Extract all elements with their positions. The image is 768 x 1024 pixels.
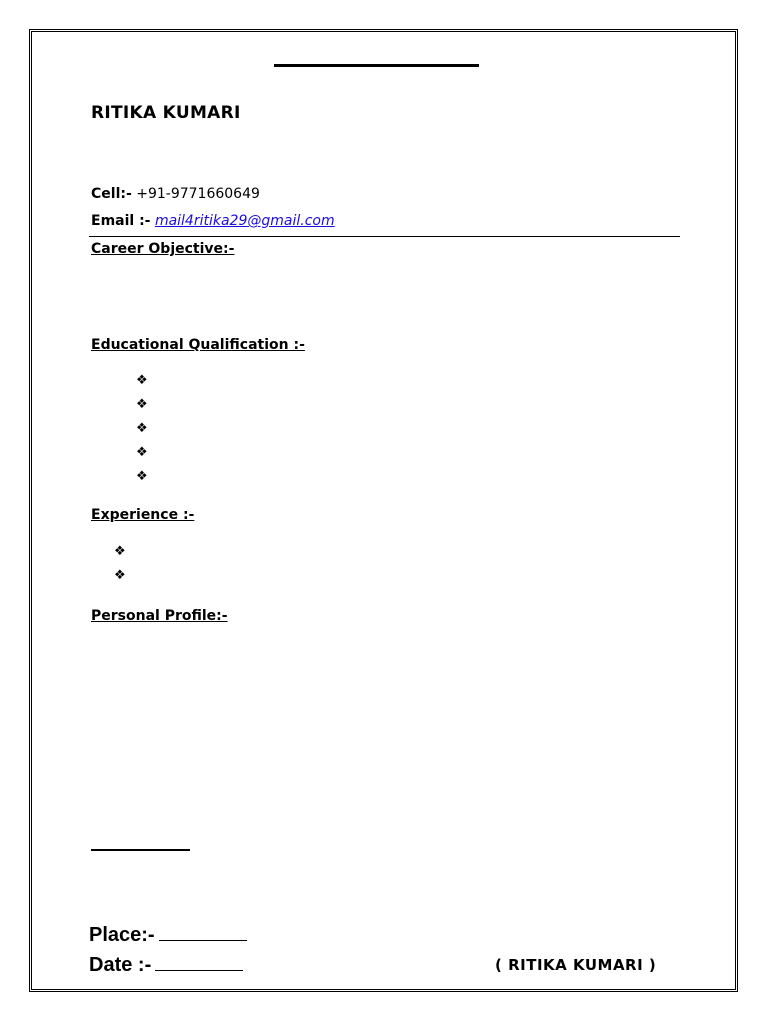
education-bullet: ❖: [136, 373, 148, 388]
place-line: [89, 924, 247, 947]
email-link[interactable]: mail4ritika29@gmail.com: [154, 213, 335, 229]
education-heading: Educational Qualification :-: [91, 337, 305, 353]
place-label: Place:-: [89, 924, 155, 946]
signature-name: ( RITIKA KUMARI ): [495, 956, 657, 974]
date-label: Date :-: [89, 954, 152, 976]
career-objective-heading: Career Objective:-: [91, 241, 235, 257]
education-bullet: ❖: [136, 421, 148, 436]
cell-value: +91-9771660649: [131, 186, 260, 202]
contact-divider: [89, 236, 680, 237]
signature-rule: [91, 849, 190, 851]
header-rule: [274, 64, 479, 67]
date-blank: [155, 954, 243, 971]
email-label: Email :-: [91, 213, 151, 229]
cell-label: Cell:-: [91, 186, 132, 202]
education-bullet: ❖: [136, 445, 148, 460]
date-line: [89, 954, 243, 977]
email-line: [91, 213, 335, 229]
experience-bullet: ❖: [114, 568, 126, 583]
education-bullet: ❖: [136, 397, 148, 412]
education-bullet: ❖: [136, 469, 148, 484]
candidate-name: RITIKA KUMARI: [91, 103, 241, 123]
personal-profile-heading: Personal Profile:-: [91, 608, 228, 624]
place-blank: [159, 924, 247, 941]
experience-heading: Experience :-: [91, 507, 195, 523]
experience-bullet: ❖: [114, 544, 126, 559]
cell-line: [91, 186, 260, 202]
